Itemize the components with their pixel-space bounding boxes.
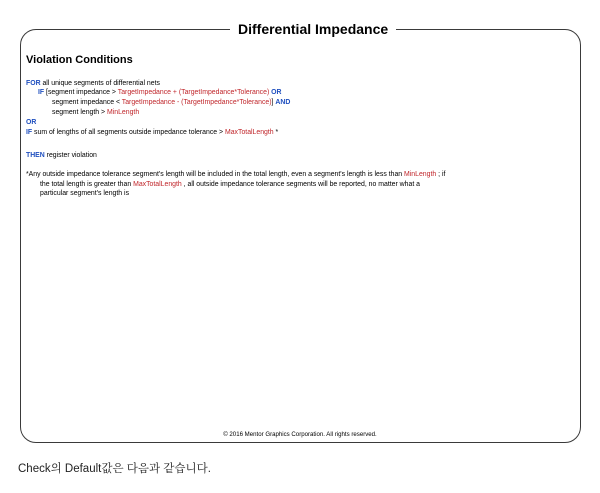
rule-if-line-4 — [26, 128, 278, 137]
min-length-param: MinLength — [106, 109, 140, 116]
footnote-max-total-length: MaxTotalLength — [133, 180, 182, 188]
rule-for-line — [26, 79, 160, 88]
then-text: register violation — [44, 152, 97, 159]
for-keyword: FOR — [26, 80, 41, 87]
if-text: [segment impedance > — [44, 89, 118, 96]
lower-text: segment impedance < — [52, 99, 122, 106]
footnote-text-5: particular segment's length is — [40, 190, 130, 197]
or-keyword: OR — [269, 89, 282, 96]
if-keyword: IF — [38, 89, 45, 96]
footnote-text-4: , all outside impedance tolerance segments will be reported, no matter what a — [181, 180, 420, 188]
footnote-line-2 — [26, 180, 546, 190]
close-bracket: ] — [271, 99, 276, 106]
lower-tolerance-param: TargetImpedance - (TargetImpedance*Tolerance) — [121, 99, 272, 106]
and-keyword: AND — [275, 99, 291, 106]
rule-if-line-2 — [52, 98, 290, 107]
footnote-text-2: ; if — [436, 171, 446, 178]
or-keyword-2: OR — [26, 119, 37, 126]
max-total-length-param: MaxTotalLength — [224, 129, 274, 136]
caption: Check의 Default값은 다음과 같습니다. — [18, 463, 211, 475]
panel-title: Differential Impedance — [230, 20, 396, 38]
rule-if-line-3 — [52, 108, 139, 117]
for-text: all unique segments of differential nets — [40, 80, 160, 87]
footnote-text-1: *Any outside impedance tolerance segment's length will be included in the total length, even a segment's length is less than — [26, 171, 405, 178]
footnote-min-length: MinLength — [404, 171, 437, 178]
footnote — [26, 170, 546, 199]
footnote-text-3: the total length is greater than — [40, 180, 134, 188]
length-text: segment length > — [52, 109, 107, 116]
upper-tolerance-param: TargetImpedance + (TargetImpedance*Tolerance) — [117, 89, 270, 96]
section-title: Violation Conditions — [26, 54, 133, 66]
rule-if-line-1 — [38, 88, 282, 97]
copyright: © 2016 Mentor Graphics Corporation. All rights reserved. — [223, 431, 377, 438]
if-keyword-2: IF — [26, 129, 33, 136]
footnote-star: * — [273, 129, 279, 136]
sum-text: sum of lengths of all segments outside impedance tolerance > — [32, 129, 225, 136]
then-keyword: THEN — [26, 152, 45, 159]
rule-then-line — [26, 151, 97, 160]
